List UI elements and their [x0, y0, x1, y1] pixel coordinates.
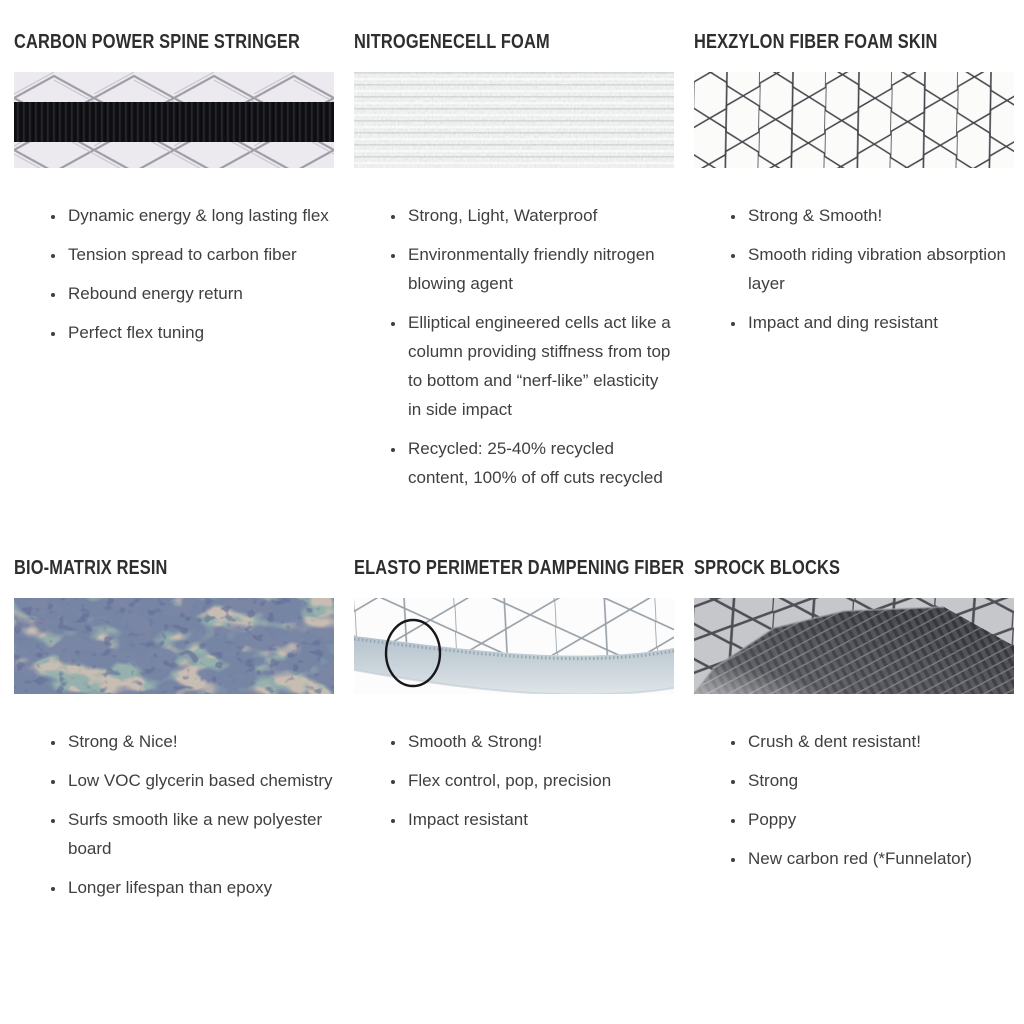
feature-item: • Dynamic energy & long lasting flex: [66, 201, 334, 230]
feature-item: • Rebound energy return: [66, 279, 334, 308]
feature-list: [354, 201, 674, 492]
bio-matrix-resin-image: [14, 598, 334, 694]
carbon-spine-stringer-image: [14, 72, 334, 168]
feature-item: • Poppy: [746, 805, 1014, 834]
carbon-weave-texture-graphic: [694, 598, 1014, 694]
hexzylon-fiber-image: [694, 72, 1014, 168]
carbon-spine-texture-graphic: [14, 72, 334, 168]
section-title: ELASTO PERIMETER DAMPENING FIBER: [354, 557, 685, 579]
section-bio-matrix-resin: [14, 558, 334, 912]
feature-list: [694, 201, 1014, 337]
feature-list: [354, 727, 674, 834]
feature-item: • Elliptical engineered cells act like a column providing stiffness from top to bottom and “nerf-like” elasticity in side impact: [406, 308, 674, 424]
foam-texture-graphic: [354, 72, 674, 168]
elasto-perimeter-rail-image: [354, 598, 674, 694]
feature-item: • Low VOC glycerin based chemistry: [66, 766, 334, 795]
section-nitrogenecell-foam: [354, 32, 674, 502]
feature-item: • Smooth & Strong!: [406, 727, 674, 756]
feature-item: • Surfs smooth like a new polyester board: [66, 805, 334, 863]
feature-item: • Flex control, pop, precision: [406, 766, 674, 795]
section-title: BIO-MATRIX RESIN: [14, 557, 168, 579]
feature-item: • Strong: [746, 766, 1014, 795]
section-title: NITROGENECELL FOAM: [354, 31, 550, 53]
marbled-resin-texture-graphic: [14, 598, 334, 694]
feature-list: [14, 201, 334, 347]
nitrogenecell-foam-image: [354, 72, 674, 168]
section-carbon-power-spine-stringer: [14, 32, 334, 357]
section-title: HEXZYLON FIBER FOAM SKIN: [694, 31, 938, 53]
feature-item: • Longer lifespan than epoxy: [66, 873, 334, 902]
feature-item: • Strong & Nice!: [66, 727, 334, 756]
feature-item: • Strong, Light, Waterproof: [406, 201, 674, 230]
section-hexzylon-fiber-foam-skin: [694, 32, 1014, 347]
section-elasto-perimeter-dampening-fiber: [354, 557, 685, 844]
feature-item: • Perfect flex tuning: [66, 318, 334, 347]
section-title: SPROCK BLOCKS: [694, 557, 841, 579]
feature-item: • Tension spread to carbon fiber: [66, 240, 334, 269]
feature-list: [14, 727, 334, 902]
feature-item: • Environmentally friendly nitrogen blowing agent: [406, 240, 674, 298]
hex-mesh-texture-graphic: [694, 72, 1014, 168]
feature-item: • Recycled: 25-40% recycled content, 100% of off cuts recycled: [406, 434, 674, 492]
sprock-blocks-image: [694, 598, 1014, 694]
section-sprock-blocks: [694, 558, 1014, 883]
feature-item: • Smooth riding vibration absorption layer: [746, 240, 1014, 298]
feature-item: • New carbon red (*Funnelator): [746, 844, 1014, 873]
feature-item: • Crush & dent resistant!: [746, 727, 1014, 756]
feature-item: • Impact resistant: [406, 805, 674, 834]
feature-item: • Strong & Smooth!: [746, 201, 1014, 230]
board-rail-photo-graphic: [354, 598, 674, 694]
feature-item: • Impact and ding resistant: [746, 308, 1014, 337]
feature-list: [694, 727, 1014, 873]
section-title: CARBON POWER SPINE STRINGER: [14, 31, 300, 53]
